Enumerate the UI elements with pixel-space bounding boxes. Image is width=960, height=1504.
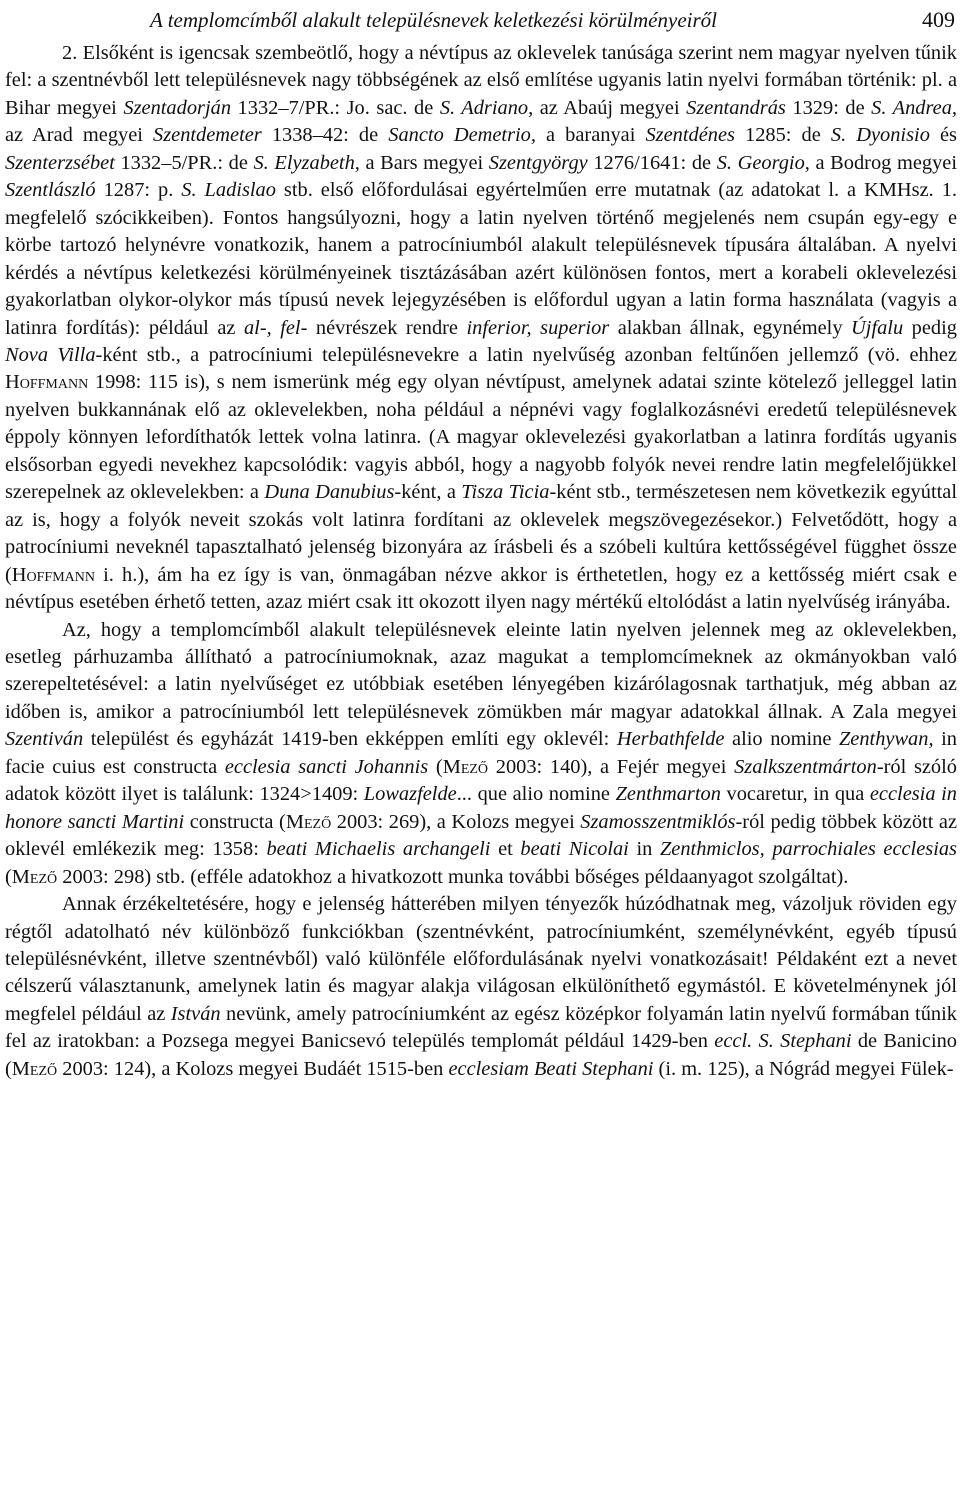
text-run: az Arad megyei xyxy=(5,124,154,147)
italic-term: S. Georgio, xyxy=(716,151,810,174)
text-run: 2003: 269), a Kolozs megyei xyxy=(331,810,581,833)
text-run: constructa ( xyxy=(184,810,286,833)
italic-term: Nova Villa xyxy=(5,343,96,366)
italic-term: Szentandrás xyxy=(686,96,786,119)
text-run: 1998: 115 is), s nem ismerünk még egy olyan névtípust, amelynek adatai szinte kötelező jelleggel latin nyelven bukkannának elő az oklevelekben, noha például a népnévi vagy foglalkozásnévi eredetű településnevek éppoly könnyen lefordíthatók lettek volna latinra. (A magyar oklevelezési gyakorlatban a latinra fordítás ugyanis elsősorban egyedi nevekhez kapcsolódik: vagyis abból, hogy a nagyobb folyók nevei rendre latin megfelelőjükkel szerepelnek az oklevelekben: a xyxy=(5,371,957,504)
text-run: de Banicino ( xyxy=(5,1030,957,1080)
italic-term: ecclesia sancti Johannis xyxy=(224,755,429,778)
text-run: et xyxy=(490,838,521,861)
text-run: alio nomine xyxy=(724,728,839,751)
text-run: települést és egyházát 1419-ben ekképpen említi egy oklevél: xyxy=(83,728,617,751)
italic-term: S. Ladislao xyxy=(181,179,276,202)
text-run: 2. Elsőként is igencsak szembeötlő, hogy a névtípus az oklevelek tanúsága szerint nem magyar nyelven tűnik fel: a szentnévből lett településnevek nagy többségének az első említése ugyanis latin nyelvi formában történik: pl. a Bihar megyei xyxy=(5,42,957,119)
text-run: -ról pedig többek között az oklevél emlékezik meg: 1358: xyxy=(5,810,958,861)
text-run: (i. m. 125), a Nógrád megyei Fülek- xyxy=(653,1057,954,1080)
text-run: vocaretur, in qua xyxy=(720,783,870,806)
text-run: alakban állnak, egynémely xyxy=(609,316,852,339)
text-run: ... que alio nomine xyxy=(456,783,616,806)
text-run: ( xyxy=(428,755,443,778)
text-run: pedig xyxy=(903,316,957,339)
paragraph-2 xyxy=(5,617,957,892)
text-run: az Abaúj megyei xyxy=(533,96,687,119)
text-run: 2003: 140), a Fejér megyei xyxy=(488,755,735,778)
text-run: névrészek rendre xyxy=(307,316,467,339)
document-page xyxy=(5,0,957,1083)
text-run: 1276/1641: de xyxy=(587,151,717,174)
italic-term: Szentiván xyxy=(5,728,84,751)
text-run: a baranyai xyxy=(535,124,646,147)
text-run: 1332–5/PR.: de xyxy=(114,151,254,174)
author-citation: Mező xyxy=(285,810,332,833)
italic-term: beati Michaelis archangeli xyxy=(266,838,491,861)
paragraph-3 xyxy=(5,891,957,1083)
italic-term: István xyxy=(170,1002,221,1025)
running-title: A templomcímből alakult településnevek keletkezési körülményeiről xyxy=(150,8,717,32)
italic-term: S. Adriano, xyxy=(439,96,534,119)
author-citation: Mező xyxy=(11,865,58,888)
text-run: -ként stb., a patrocíniumi településnevekre a latin nyelvűség azonban feltűnően jellemző (vö. ehhez xyxy=(95,343,957,366)
italic-term: S. Dyonisio xyxy=(830,124,930,147)
author-citation: Mező xyxy=(11,1057,58,1080)
author-citation: Hoffmann xyxy=(11,563,95,586)
italic-term: Zenthywan, xyxy=(838,728,934,751)
italic-term: Lowazfelde xyxy=(363,783,457,806)
italic-term: Zenthmiclos, parrochiales ecclesias xyxy=(659,838,957,861)
text-run: és xyxy=(929,124,957,147)
text-run: 1332–7/PR.: Jo. sac. de xyxy=(231,96,440,119)
italic-term: Szentdemeter xyxy=(153,124,262,147)
text-run: 2003: 298) stb. (efféle adatokhoz a hivatkozott munka további bőséges példaanyagot szolgáltat). xyxy=(57,865,849,888)
italic-term: Szamosszentmiklós xyxy=(580,810,736,833)
paragraph-1 xyxy=(5,40,957,617)
text-run: 1338–42: de xyxy=(261,124,389,147)
italic-term: ecclesia in honore sancti Martini xyxy=(5,783,957,833)
text-run: 1285: de xyxy=(734,124,831,147)
text-run: a Bodrog megyei xyxy=(809,151,957,174)
italic-term: Szalkszentmárton xyxy=(734,755,877,778)
italic-term: ecclesiam Beati Stephani xyxy=(448,1057,654,1080)
text-run: -ként stb., természetesen nem következik egyúttal az is, hogy a folyók neveit szokás volt latinra fordítani az oklevelek megszövegezésekor.) Felvetődött, hogy a patrocíniumi neveknél tapasztalható jelenség bizonyára az írásbeli és a szóbeli kultúra kettősségével függhet össze ( xyxy=(5,481,957,586)
text-run: -ról szóló adatok között ilyet is találunk: 1324>1409: xyxy=(5,755,957,806)
italic-term: eccl. S. Stephani xyxy=(714,1030,852,1053)
italic-term: al-, fel- xyxy=(243,316,308,339)
italic-term: beati Nicolai xyxy=(520,838,629,861)
italic-term: Szentadorján xyxy=(123,96,232,119)
italic-term: S. Andrea, xyxy=(871,96,957,119)
text-run: in xyxy=(628,838,660,861)
text-run: nevünk, amely patrocíniumként az egész középkor folyamán latin nyelvű formában tűnik fel az iratokban: a Pozsega megyei Banicsevó település templomát például 1429-ben xyxy=(5,1002,957,1053)
text-run: Az, hogy a templomcímből alakult településnevek eleinte latin nyelven jelennek meg az oklevelekben, esetleg párhuzamba állítható a patrocíniumoknak, azaz magukat a templomcímeknek az okmányokban való szerepeltetésével: a latin nyelvűséget ez utóbbiak esetében lényegében kizárólagosnak tarthatjuk, még abban az időben is, amikor a patrocíniumból lett településnevek zömükben már magyar adatokkal állnak. A Zala megyei xyxy=(5,618,957,723)
running-header xyxy=(5,0,957,40)
text-run: 2003: 124), a Kolozs megyei Budáét 1515-ben xyxy=(57,1057,449,1080)
italic-term: Herbathfelde xyxy=(616,728,725,751)
text-run: -ként, a xyxy=(394,481,462,504)
italic-term: Újfalu xyxy=(851,316,904,339)
italic-term: inferior, superior xyxy=(466,316,610,339)
text-run: ( xyxy=(5,865,12,888)
text-run: 1287: p. xyxy=(95,179,182,202)
text-run: i. h.), ám ha ez így is van, önmagában nézve akkor is érthetetlen, hogy ez a kettősség miért csak e névtípus esetében érhető tetten, azaz miért csak itt okozott ilyen nagy mértékű eltolódást a latin nyelvűség irányába. xyxy=(5,563,957,614)
author-citation: Hoffmann xyxy=(5,371,89,394)
italic-term: Tisza Ticia xyxy=(461,481,550,504)
page-number: 409 xyxy=(922,7,955,32)
italic-term: Szentlászló xyxy=(5,179,96,202)
italic-term: Szenterzsébet xyxy=(5,151,115,174)
italic-term: Duna Danubius xyxy=(264,481,395,504)
italic-term: Szentdénes xyxy=(645,124,735,147)
author-citation: Mező xyxy=(442,755,489,778)
text-run: Annak érzékeltetésére, hogy e jelenség hátterében milyen tényezők húzódhatnak meg, vázoljuk röviden egy régtől adatolható név különböző funkciókban (szentnévként, patrocíniumként, személynévként, egyéb típusú településnévként, illetve szentnévből) való különféle előfordulásának nyelvi vonatkozásait! Példaként ezt a nevet célszerű választanunk, amelynek latin és magyar alakja világosan elkülöníthető egymástól. E követelménynek jól megfelel például az xyxy=(5,893,957,1025)
body-text xyxy=(5,40,957,1083)
italic-term: Sancto Demetrio, xyxy=(388,124,536,147)
italic-term: Zenthmarton xyxy=(615,783,721,806)
text-run: 1329: de xyxy=(785,96,872,119)
italic-term: S. Elyzabeth, xyxy=(253,151,360,174)
text-run: in facie cuius est constructa xyxy=(5,728,957,778)
italic-term: Szentgyörgy xyxy=(488,151,588,174)
text-run: stb. első előfordulásai egyértelműen erre mutatnak (az adatokat l. a KMHsz. 1. megfelelő szócikkeiben). Fontos hangsúlyozni, hogy a latin nyelven történő megjelenés nem csupán egy-egy e körbe tartozó helynévre vonatkozik, hanem a patrocíniumból alakult településnevek típusára általában. A nyelvi kérdés a névtípus keletkezési körülményeinek tisztázásában azért különösen fontos, mert a korabeli oklevelezési gyakorlatban olykor-olykor más típusú nevek lejegyzésében is előfordul ugyan a latin forma használata (vagyis a latinra fordítás): például az xyxy=(5,179,958,339)
text-run: a Bars megyei xyxy=(359,151,489,174)
